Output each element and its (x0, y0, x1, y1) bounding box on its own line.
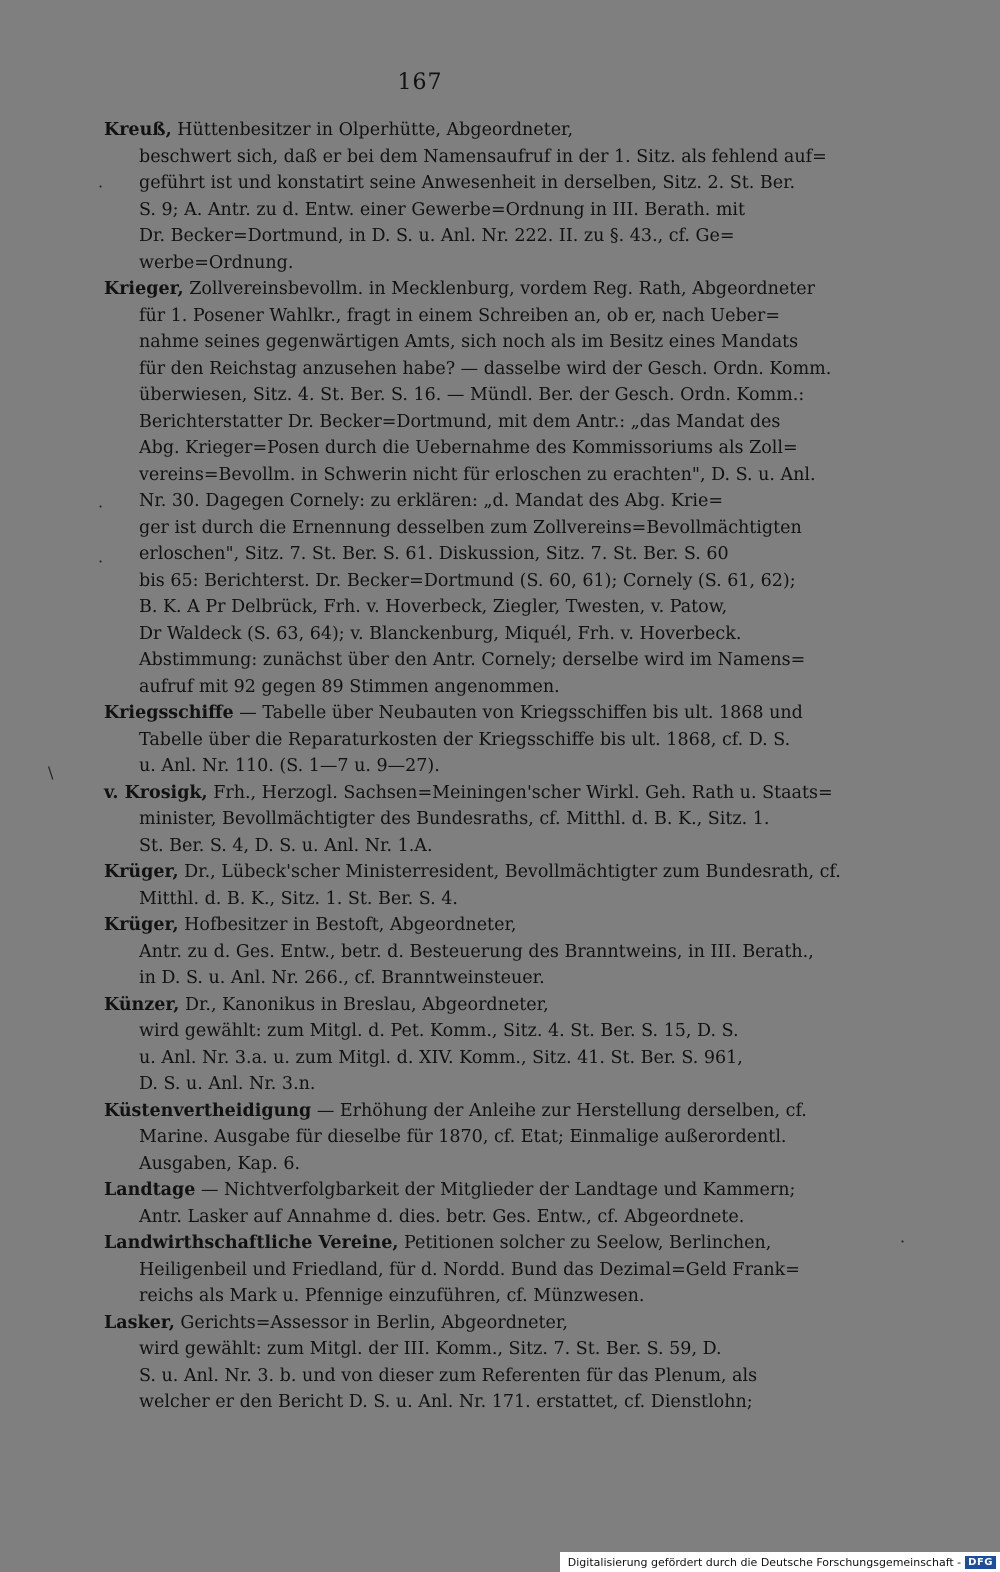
entry-head-line (104, 912, 744, 939)
entry-line (104, 1363, 758, 1390)
entry-line (104, 409, 781, 436)
footer-text: Digitalisierung gefördert durch die Deutsche Forschungsgemeinschaft - (567, 1555, 962, 1569)
entry-line (104, 170, 796, 197)
line-text: Petitionen solcher zu Seelow, Berlinchen, (398, 1233, 772, 1253)
margin-mark: \ (48, 763, 54, 782)
line-text: u. Anl. Nr. 110. (S. 1—7 u. 9—27). (139, 756, 440, 776)
line-text: vereins=Bevollm. in Schwerin nicht für erloschen zu erachten", D. S. u. Anl. (139, 464, 816, 485)
page-number: 167 (397, 70, 443, 95)
line-text: Gerichts=Assessor in Berlin, Abgeordneter, (174, 1312, 568, 1333)
entry-head-line (104, 992, 744, 1019)
entry-line (104, 329, 799, 356)
line-text: Berichterstatter Dr. Becker=Dortmund, mit dem Antr.: „das Mandat des (139, 411, 781, 432)
entry-line (104, 753, 744, 780)
margin-mark: · (900, 1232, 906, 1251)
headword: Landwirthschaftliche Vereine, (104, 1233, 399, 1253)
line-text: — Tabelle über Neubauten von Kriegsschiffen bis ult. 1868 und (233, 703, 803, 723)
line-text: Frh., Herzogl. Sachsen=Meiningen'scher Wirkl. Geh. Rath u. Staats= (207, 782, 833, 803)
line-text: Dr Waldeck (S. 63, 64); v. Blanckenburg, Miquél, Frh. v. Hoverbeck. (139, 623, 742, 644)
margin-mark: · (98, 177, 104, 196)
headword: Krieger, (104, 279, 184, 299)
headword: Krüger, (104, 915, 179, 935)
footer-bar (560, 1552, 1000, 1572)
line-text: aufruf mit 92 gegen 89 Stimmen angenommen. (139, 676, 560, 697)
line-text: wird gewählt: zum Mitgl. der III. Komm., Sitz. 7. St. Ber. S. 59, D. (139, 1339, 722, 1359)
margin-mark: · (98, 552, 104, 571)
entry-line (104, 1336, 744, 1363)
entry-head-line (104, 1177, 796, 1204)
entry-line (104, 541, 744, 568)
line-text: Dr., Kanonikus in Breslau, Abgeordneter, (179, 994, 549, 1015)
headword: Künzer, (104, 994, 180, 1015)
entry-line (104, 674, 744, 701)
entry-line (104, 488, 744, 515)
entry-line (104, 462, 816, 489)
entry-line (104, 806, 770, 833)
line-text: B. K. A Pr Delbrück, Frh. v. Hoverbeck, Ziegler, Twesten, v. Patow, (139, 597, 728, 617)
entry-line (104, 727, 791, 754)
line-text: Hüttenbesitzer in Olperhütte, Abgeordneter, (171, 120, 574, 140)
headword: Kreuß, (104, 120, 172, 140)
line-text: für 1. Posener Wahlkr., fragt in einem Schreiben an, ob er, nach Ueber= (139, 305, 781, 326)
entry-line (104, 965, 744, 992)
line-text: nahme seines gegenwärtigen Amts, sich noch als im Besitz eines Mandats (139, 332, 799, 352)
entry-line (104, 197, 744, 224)
entry-head-line (104, 700, 803, 727)
entry-line (104, 939, 814, 966)
line-text: beschwert sich, daß er bei dem Namensaufruf in der 1. Sitz. als fehlend auf= (139, 146, 827, 167)
line-text: Dr. Becker=Dortmund, in D. S. u. Anl. Nr. 222. II. zu §. 43., cf. Ge= (139, 226, 735, 246)
entry-head-line (104, 1230, 772, 1257)
line-text: Tabelle über die Reparaturkosten der Kriegsschiffe bis ult. 1868, cf. D. S. (139, 729, 791, 750)
text-column (104, 117, 841, 1416)
entry-line (104, 223, 744, 250)
entry-line (104, 356, 832, 383)
line-text: welcher er den Bericht D. S. u. Anl. Nr. 171. erstattet, cf. Dienstlohn; (139, 1392, 753, 1412)
line-text: reichs als Mark u. Pfennige einzuführen, cf. Münzwesen. (139, 1286, 645, 1306)
margin-mark: · (98, 497, 104, 516)
headword: v. Krosigk, (104, 782, 208, 803)
entry-head-line (104, 859, 841, 886)
line-text: Dr., Lübeck'scher Ministerresident, Bevollmächtigter zum Bundesrath, cf. (178, 862, 841, 882)
line-text: bis 65: Berichterst. Dr. Becker=Dortmund (S. 60, 61); Cornely (S. 61, 62); (139, 570, 796, 591)
entry-line (104, 621, 744, 648)
entry-line (104, 1204, 744, 1231)
line-text: Marine. Ausgabe für dieselbe für 1870, cf. Etat; Einmalige außerordentl. (139, 1127, 787, 1147)
line-text: Antr. zu d. Ges. Entw., betr. d. Besteuerung des Branntweins, in III. Berath., (139, 941, 814, 962)
line-text: Antr. Lasker auf Annahme d. dies. betr. Ges. Entw., cf. Abgeordnete. (139, 1206, 745, 1227)
line-text: geführt ist und konstatirt seine Anwesenheit in derselben, Sitz. 2. St. Ber. (139, 173, 796, 193)
line-text: Nr. 30. Dagegen Cornely: zu erklären: „d. Mandat des Abg. Krie= (139, 491, 723, 511)
line-text: Hofbesitzer in Bestoft, Abgeordneter, (178, 915, 517, 935)
headword: Krüger, (104, 862, 179, 882)
dfg-logo-icon: DFG (965, 1556, 996, 1569)
entry-line (104, 382, 805, 409)
entry-line (104, 1045, 744, 1072)
entry-line (104, 250, 744, 277)
entry-line (104, 1257, 800, 1284)
entry-head-line (104, 276, 815, 303)
entry-head-line (104, 1310, 744, 1337)
entry-line (104, 568, 796, 595)
line-text: Ausgaben, Kap. 6. (139, 1153, 301, 1174)
entry-line (104, 1151, 744, 1178)
entry-line (104, 647, 806, 674)
line-text: Abg. Krieger=Posen durch die Uebernahme des Kommissoriums als Zoll= (139, 438, 798, 458)
line-text: S. u. Anl. Nr. 3. b. und von dieser zum Referenten für das Plenum, als (139, 1365, 758, 1386)
entry-head-line (104, 1098, 807, 1125)
entry-line (104, 303, 781, 330)
line-text: für den Reichstag anzusehen habe? — dasselbe wird der Gesch. Ordn. Komm. (139, 358, 832, 379)
line-text: u. Anl. Nr. 3.a. u. zum Mitgl. d. XIV. Komm., Sitz. 41. St. Ber. S. 961, (139, 1047, 743, 1068)
entry-head-line (104, 117, 744, 144)
headword: Landtage (104, 1180, 196, 1200)
line-text: minister, Bevollmächtigter des Bundesraths, cf. Mitthl. d. B. K., Sitz. 1. (139, 809, 770, 829)
headword: Küstenvertheidigung (104, 1100, 312, 1121)
line-text: D. S. u. Anl. Nr. 3.n. (139, 1074, 316, 1094)
line-text: — Nichtverfolgbarkeit der Mitglieder der Landtage und Kammern; (195, 1180, 796, 1200)
line-text: St. Ber. S. 4, D. S. u. Anl. Nr. 1.A. (139, 835, 433, 856)
line-text: in D. S. u. Anl. Nr. 266., cf. Branntweinsteuer. (139, 968, 545, 988)
line-text: erloschen", Sitz. 7. St. Ber. S. 61. Diskussion, Sitz. 7. St. Ber. S. 60 (139, 544, 729, 564)
entry-line (104, 1389, 753, 1416)
headword: Lasker, (104, 1312, 175, 1333)
line-text: — Erhöhung der Anleihe zur Herstellung derselben, cf. (311, 1100, 807, 1121)
line-text: Mitthl. d. B. K., Sitz. 1. St. Ber. S. 4. (139, 888, 458, 909)
line-text: Zollvereinsbevollm. in Mecklenburg, vordem Reg. Rath, Abgeordneter (183, 279, 815, 299)
entry-line (104, 1018, 744, 1045)
headword: Kriegsschiffe (104, 703, 234, 723)
entry-line (104, 435, 798, 462)
line-text: Abstimmung: zunächst über den Antr. Cornely; derselbe wird im Namens= (139, 650, 806, 670)
entry-head-line (104, 780, 833, 807)
line-text: überwiesen, Sitz. 4. St. Ber. S. 16. — Mündl. Ber. der Gesch. Ordn. Komm.: (139, 385, 805, 405)
entry-line (104, 1283, 744, 1310)
entry-line (104, 886, 744, 913)
line-text: ger ist durch die Ernennung desselben zum Zollvereins=Bevollmächtigten (139, 517, 802, 538)
entry-line (104, 833, 744, 860)
line-text: werbe=Ordnung. (139, 252, 294, 273)
line-text: Heiligenbeil und Friedland, für d. Nordd. Bund das Dezimal=Geld Frank= (139, 1259, 800, 1280)
entry-line (104, 515, 802, 542)
line-text: wird gewählt: zum Mitgl. d. Pet. Komm., Sitz. 4. St. Ber. S. 15, D. S. (139, 1021, 739, 1041)
entry-line (104, 144, 827, 171)
entry-line (104, 1124, 787, 1151)
entry-line (104, 594, 744, 621)
entry-line (104, 1071, 744, 1098)
line-text: S. 9; A. Antr. zu d. Entw. einer Gewerbe=Ordnung in III. Berath. mit (139, 199, 746, 220)
